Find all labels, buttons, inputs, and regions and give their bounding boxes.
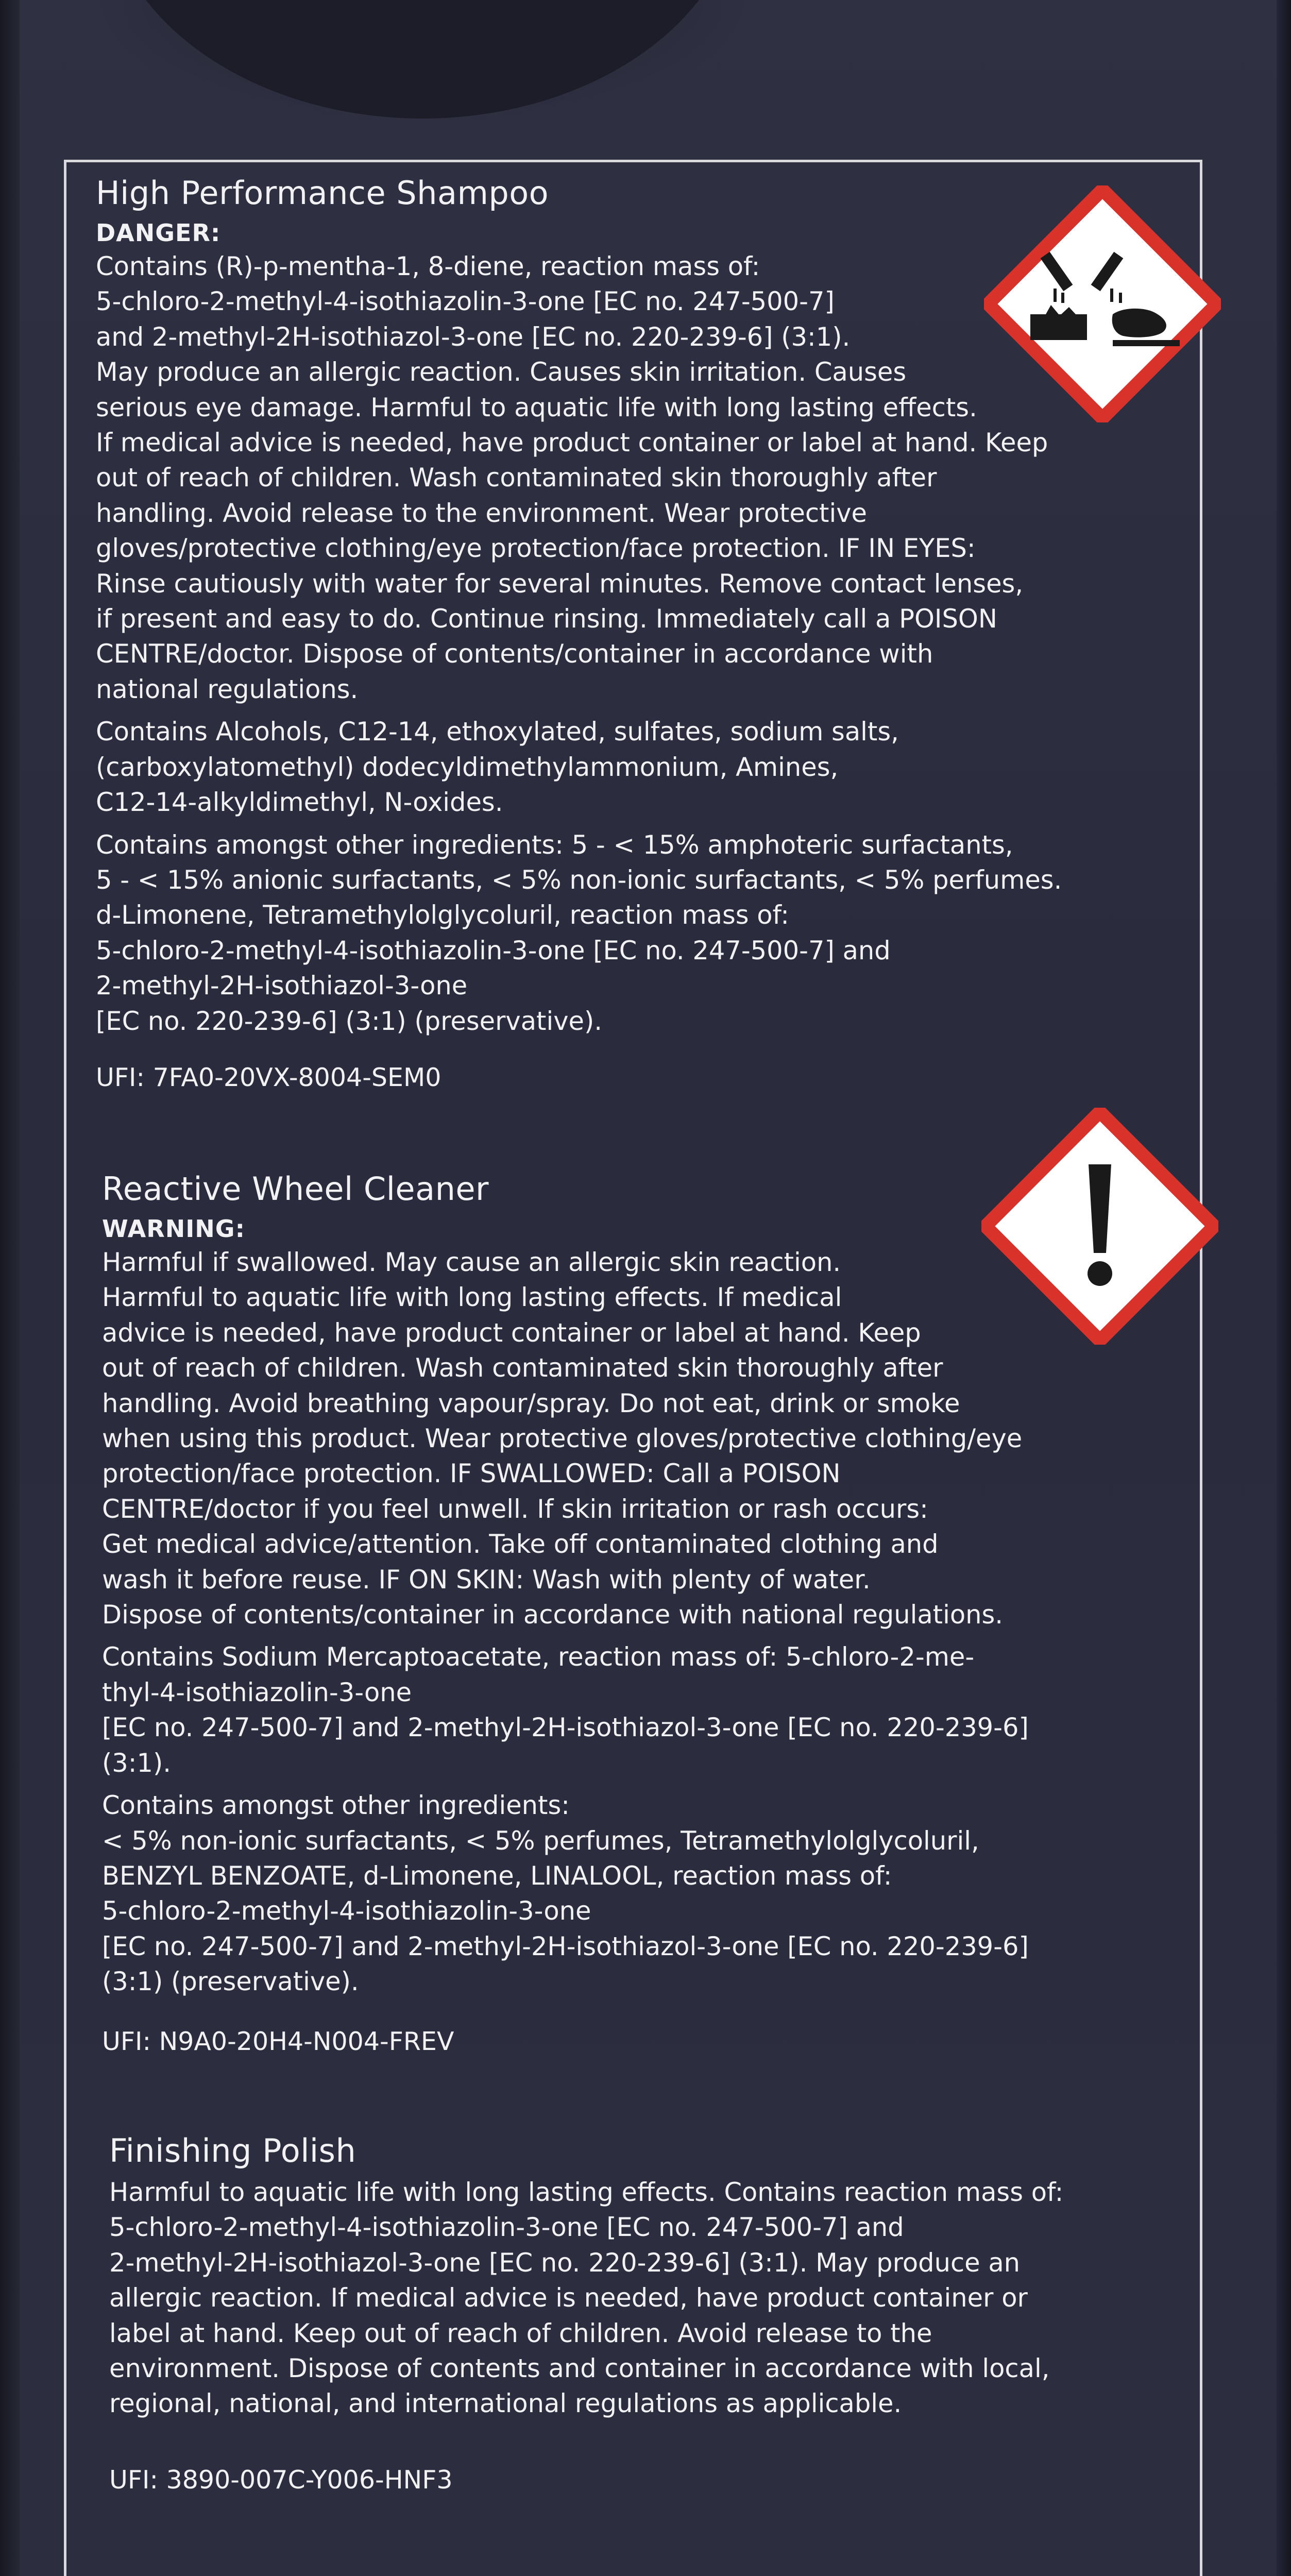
corrosion-pictogram-icon	[984, 185, 1221, 422]
signal-word: DANGER:	[96, 219, 221, 247]
contains-statement: Contains Alcohols, C12-14, ethoxylated, sulfates, sodium salts, (carboxylatomethyl) dodecyldimethylammonium, Amines, C12-14-alkyldimethyl, N-oxides.	[96, 717, 899, 818]
hazard-statements: Contains (R)-p-mentha-1, 8-diene, reaction mass of: 5-chloro-2-methyl-4-isothiazolin-3-one [EC no. 247-500-7] and 2-methyl-2H-isothiazol-3-one [EC no. 220-239-6] (3:1). May produce an allergic reaction. Causes skin irritation. Causes serious eye damage. Harmful to aquatic life with long lasting effects. If medical advice is needed, have product container or label at hand. Keep out of reach of children. Wash contaminated skin thoroughly after handling. Avoid release to the environment. Wear protective gloves/protective clothing/eye protection/face protection. IF IN EYES: Rinse cautiously with water for several minutes. Remove contact lenses, if present and easy to do. Continue rinsing. Immediately call a POISON CENTRE/doctor. Dispose of contents/container in accordance with national regulations.	[96, 251, 1048, 704]
section-finishing-polish	[109, 2130, 1201, 2497]
exclamation-pictogram-icon	[981, 1108, 1218, 1345]
box-right-edge	[1277, 0, 1291, 2576]
contains-statement: Contains Sodium Mercaptoacetate, reaction mass of: 5-chloro-2-me- thyl-4-isothiazolin-3-one [EC no. 247-500-7] and 2-methyl-2H-isothiazol-3-one [EC no. 220-239-6] (3:1).	[102, 1642, 1029, 1778]
ufi-code: UFI: 7FA0-20VX-8004-SEM0	[96, 1062, 441, 1092]
ingredients-statement: Contains amongst other ingredients: 5 - < 15% amphoteric surfactants, 5 - < 15% anionic surfactants, < 5% non-ionic surfactants, < 5% perfumes. d-Limonene, Tetramethylolglycoluril, reaction mass of: 5-chloro-2-methyl-4-isothiazolin-3-one [EC no. 247-500-7] and 2-methyl-2H-isothiazol-3-one [EC no. 220-239-6] (3:1) (preservative).	[96, 829, 1062, 1036]
ufi-code: UFI: N9A0-20H4-N004-FREV	[102, 2026, 454, 2056]
signal-word: WARNING:	[102, 1215, 245, 1243]
product-title: Reactive Wheel Cleaner	[102, 1170, 489, 1208]
box-left-edge	[0, 0, 20, 2576]
hazard-statements: Harmful to aquatic life with long lasting effects. Contains reaction mass of: 5-chloro-2-methyl-4-isothiazolin-3-one [EC no. 247-500-7] and 2-methyl-2H-isothiazol-3-one [EC no. 220-239-6] (3:1). May produce an allergic reaction. If medical advice is needed, have product container or label at hand. Keep out of reach of children. Avoid release to the environment. Dispose of contents and container in accordance with local, regional, national, and international regulations as applicable.	[109, 2177, 1064, 2419]
product-title: Finishing Polish	[109, 2132, 356, 2170]
ufi-code: UFI: 3890-007C-Y006-HNF3	[109, 2465, 453, 2495]
product-title: High Performance Shampoo	[96, 174, 549, 212]
hazard-statements: Harmful if swallowed. May cause an allergic skin reaction. Harmful to aquatic life with long lasting effects. If medical advice is needed, have product container or label at hand. Keep out of reach of children. Wash contaminated skin thoroughly after handling. Avoid breathing vapour/spray. Do not eat, drink or smoke when using this product. Wear protective gloves/protective clothing/eye protection/face protection. IF SWALLOWED: Call a POISON CENTRE/doctor if you feel unwell. If skin irritation or rash occurs: Get medical advice/attention. Take off contaminated clothing and wash it before reuse. IF ON SKIN: Wash with plenty of water. Dispose of contents/container in accordance with national regulations.	[102, 1247, 1023, 1630]
ingredients-statement: Contains amongst other ingredients: < 5% non-ionic surfactants, < 5% perfumes, Tetramethylolglycoluril, BENZYL BENZOATE, d-Limonene, LINALOOL, reaction mass of: 5-chloro-2-methyl-4-isothiazolin-3-one [EC no. 247-500-7] and 2-methyl-2H-isothiazol-3-one [EC no. 220-239-6] (3:1) (preservative).	[102, 1790, 1029, 1997]
